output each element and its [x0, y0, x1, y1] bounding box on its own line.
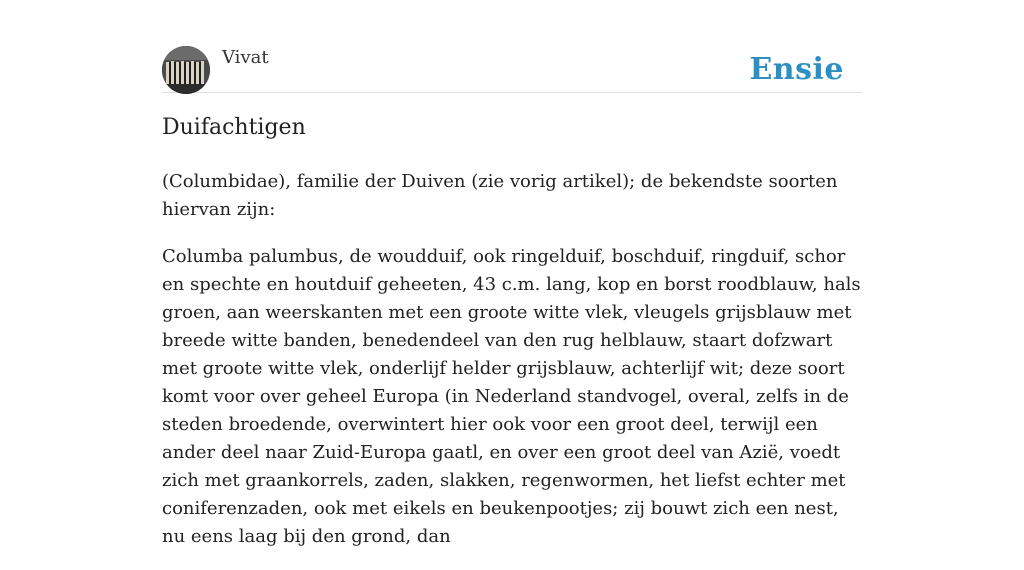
- avatar[interactable]: [162, 46, 210, 94]
- page-title: Duifachtigen: [162, 115, 306, 140]
- article-paragraph: (Columbidae), familie der Duiven (zie vorig artikel); de bekendste soorten hiervan zijn:: [162, 171, 838, 220]
- header: [162, 46, 862, 93]
- source-name[interactable]: Vivat: [222, 47, 269, 68]
- article-body: [162, 168, 862, 570]
- brand-logo[interactable]: Ensie: [749, 52, 844, 87]
- article-paragraph: Columba palumbus, de woudduif, ook ringelduif, boschduif, ringduif, schor en spechte en houtduif geheeten, 43 c.m. lang, kop en borst roodblauw, hals groen, aan weerskanten met een groote witte vlek, vleugels grijsblauw met breede witte banden, benedendeel van den rug helblauw, staart dofzwart met groote witte vlek, onderlijf helder grijsblauw, achterlijf wit; deze soort komt voor over geheel Europa (in Nederland standvogel, overal, zelfs in de steden broedende, overwintert hier ook voor een groot deel, terwijl een ander deel naar Zuid-Europa gaatl, en over een groot deel van Azië, voedt zich met graankorrels, zaden, slakken, regenwormen, het liefst echter met coniferenzaden, ook met eikels en beukenpootjes; zij bouwt zich een nest, nu eens laag bij den grond, dan: [162, 246, 861, 547]
- book-spines-icon: [162, 46, 210, 94]
